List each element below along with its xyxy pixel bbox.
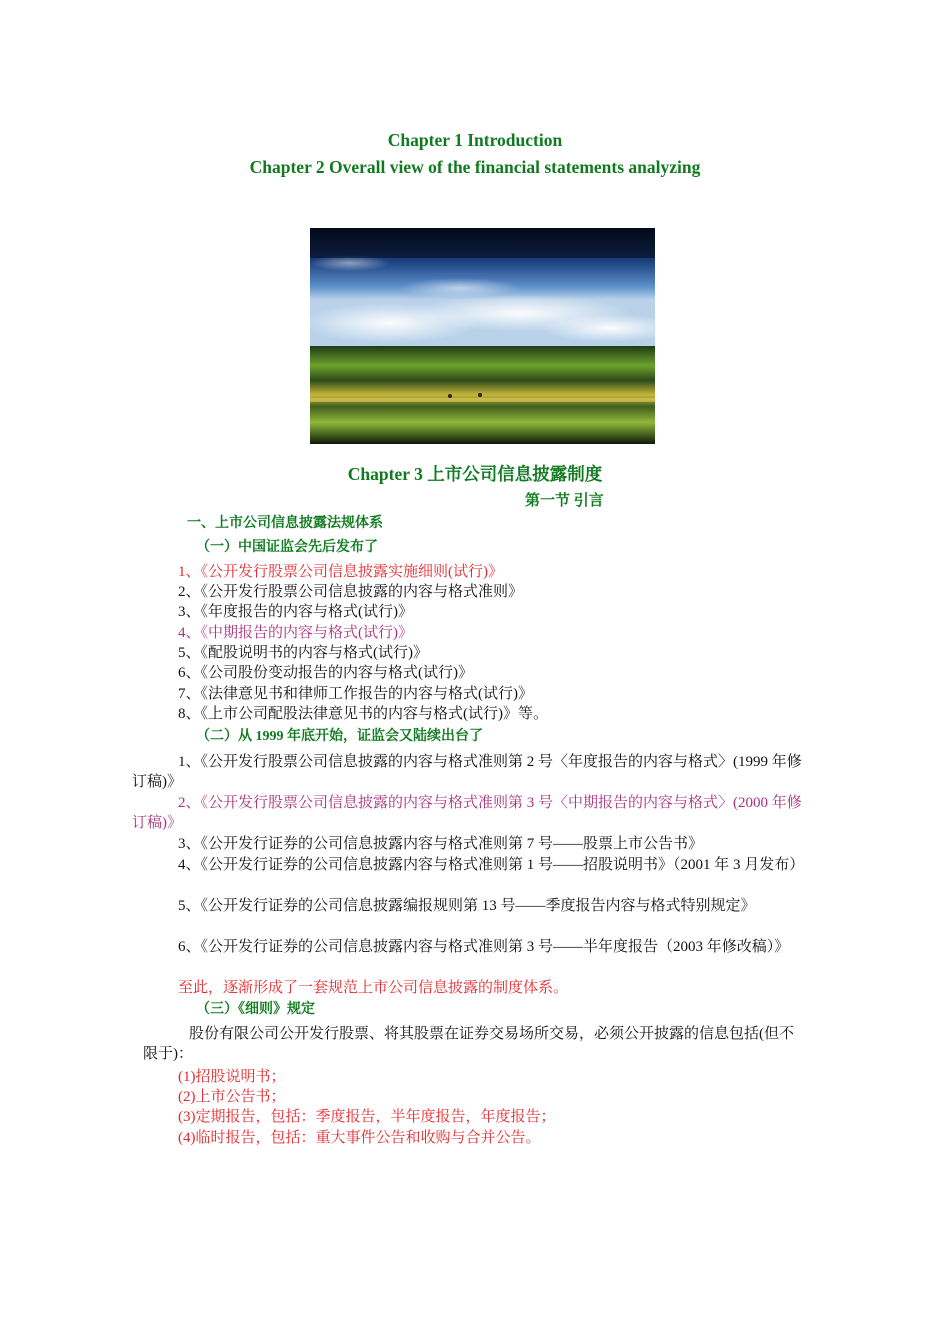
list3-item: (3)定期报告，包括：季度报告，半年度报告，年度报告； [178,1109,556,1125]
heading-regulation-system: 一、上市公司信息披露法规体系 [187,516,383,531]
list1-item: 8、《上市公司配股法律意见书的内容与格式(试行)》等。 [178,706,548,722]
list2-item: 4、《公开发行证券的公司信息披露内容与格式准则第 1 号——招股说明书》（2001 年 3 月发布） [178,857,805,873]
list2-item: 5、《公开发行证券的公司信息披露编报规则第 13 号——季度报告内容与格式特别规定》 [178,898,756,914]
chapter1-title: Chapter 1 Introduction [387,130,563,150]
heading-csrc-issued: （一）中国证监会先后发布了 [196,540,378,555]
section1-title: 第一节 引言 [525,493,604,509]
list2-item: 3、《公开发行证券的公司信息披露内容与格式准则第 7 号——股票上市公告书》 [178,836,704,852]
chapter3-title: Chapter 3 上市公司信息披露制度 [347,464,603,484]
list3-item: (4)临时报告，包括：重大事件公告和收购与合并公告。 [178,1130,541,1146]
list2-item: 6、《公开发行证券的公司信息披露内容与格式准则第 3 号——半年度报告（2003 年修改稿）》 [178,939,790,955]
list1-item: 6、《公司股份变动报告的内容与格式(试行)》 [178,665,473,681]
list2-item: 1、《公开发行股票公司信息披露的内容与格式准则第 2 号〈年度报告的内容与格式〉(1999 年修订稿)》 [132,754,802,790]
list1-item: 1、《公开发行股票公司信息披露实施细则(试行)》 [178,564,503,580]
summary-text: 至此，逐渐形成了一套规范上市公司信息披露的制度体系。 [178,980,569,996]
list1-item: 2、《公开发行股票公司信息披露的内容与格式准则》 [178,584,524,600]
list3-item: (1)招股说明书； [178,1069,286,1085]
landscape-photo [310,228,655,444]
list3-item: (2)上市公告书； [178,1089,286,1105]
list1-item: 7、《法律意见书和律师工作报告的内容与格式(试行)》 [178,686,533,702]
chapter2-title: Chapter 2 Overall view of the financial statements analyzing [249,157,701,177]
list1-item: 4、《中期报告的内容与格式(试行)》 [178,625,413,641]
heading-rules: （三）《细则》规定 [196,1002,315,1017]
list1-item: 3、《年度报告的内容与格式(试行)》 [178,604,413,620]
list1-item: 5、《配股说明书的内容与格式(试行)》 [178,645,428,661]
list2-item: 2、《公开发行股票公司信息披露的内容与格式准则第 3 号〈中期报告的内容与格式〉(2000 年修订稿)》 [132,795,802,831]
disclosure-paragraph: 股份有限公司公开发行股票、将其股票在证券交易场所交易，必须公开披露的信息包括(但不限于)： [143,1026,794,1062]
heading-since-1999: （二）从 1999 年底开始，证监会又陆续出台了 [196,729,483,744]
